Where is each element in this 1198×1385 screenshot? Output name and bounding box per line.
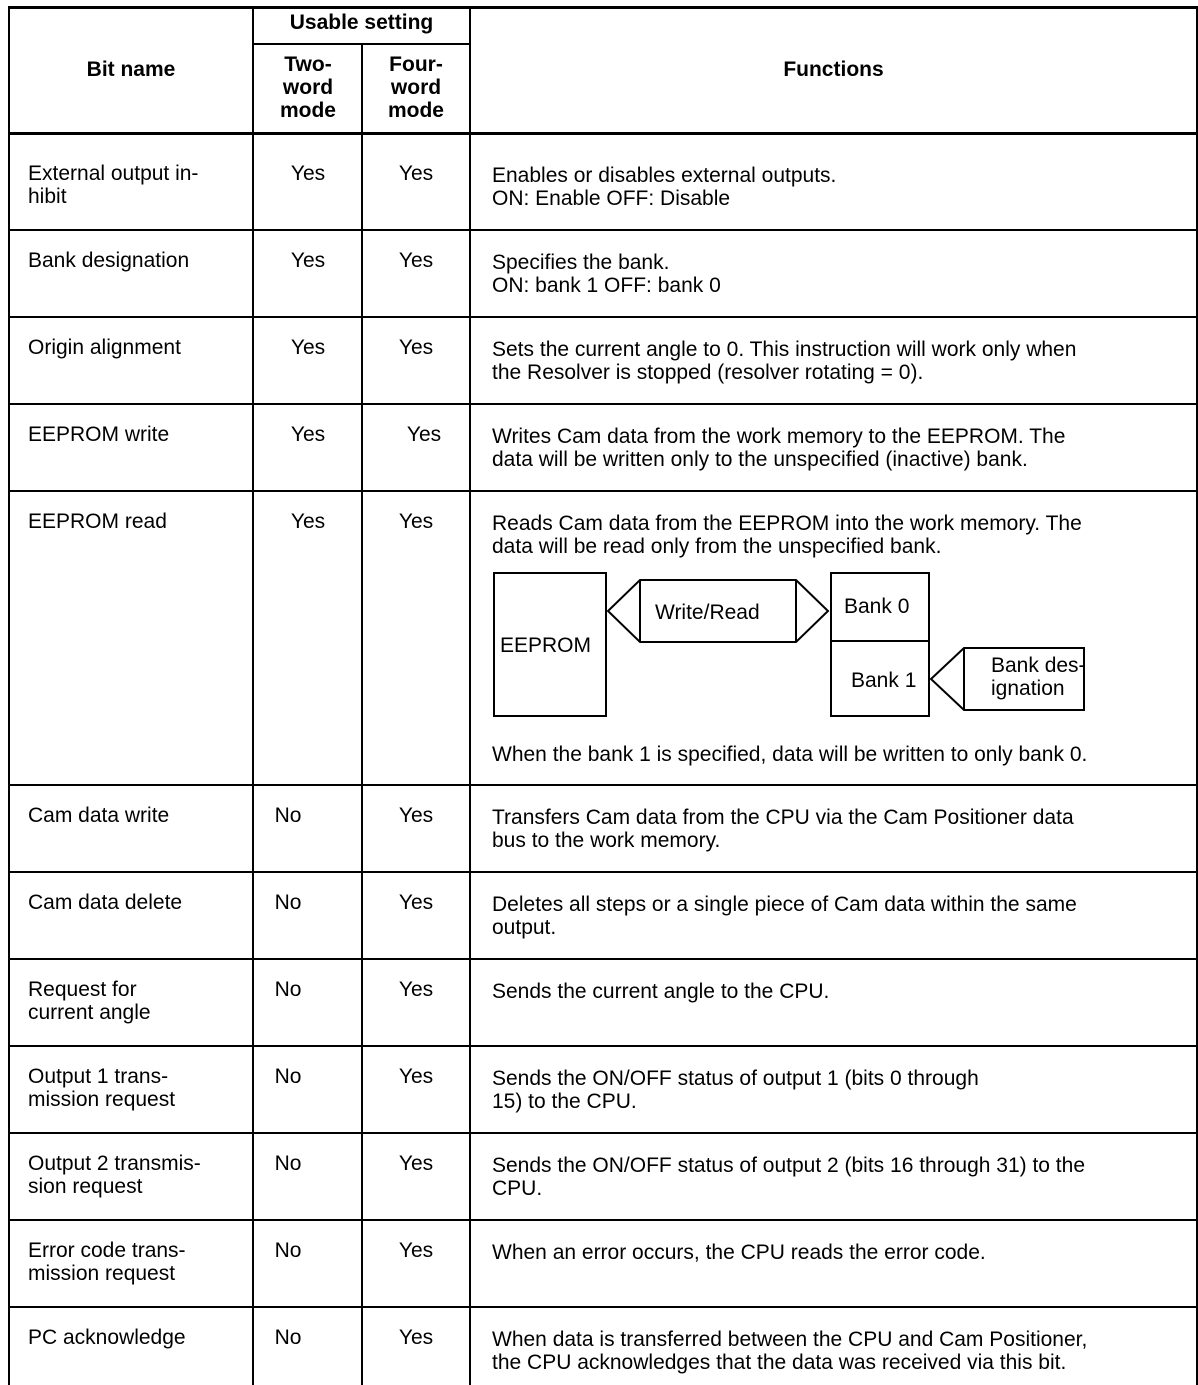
four-word-value: Yes: [398, 978, 434, 1001]
function-note: When the bank 1 is specified, data will be written to only bank 0.: [492, 743, 1088, 766]
header-two-word-mode: Two- word mode: [279, 53, 336, 122]
four-word-value: Yes: [398, 336, 434, 359]
function-text: Sends the ON/OFF status of output 2 (bits 16 through 31) to the CPU.: [492, 1154, 1085, 1200]
bit-name: Output 2 transmis- sion request: [28, 1152, 201, 1198]
bit-name: EEPROM write: [28, 423, 170, 446]
bank0-label: Bank 0: [844, 595, 910, 618]
function-text: Sends the ON/OFF status of output 1 (bits 0 through 15) to the CPU.: [492, 1067, 979, 1113]
two-word-value: No: [274, 804, 302, 827]
two-word-value: No: [274, 1239, 302, 1262]
four-word-value: Yes: [406, 423, 442, 446]
bit-name: Error code trans- mission request: [28, 1239, 186, 1285]
two-word-value: Yes: [290, 510, 326, 533]
two-word-value: Yes: [290, 336, 326, 359]
bit-name: Bank designation: [28, 249, 190, 272]
bit-name: Cam data delete: [28, 891, 183, 914]
two-word-value: Yes: [290, 249, 326, 272]
function-text: Sends the current angle to the CPU.: [492, 980, 830, 1003]
function-text: Sets the current angle to 0. This instruction will work only when the Resolver is stopped (resolver rotating = 0).: [492, 338, 1077, 384]
header-four-word-mode: Four- word mode: [387, 53, 444, 122]
two-word-value: No: [274, 1152, 302, 1175]
four-word-value: Yes: [398, 1326, 434, 1349]
function-text: Enables or disables external outputs. ON: Enable OFF: Disable: [492, 164, 837, 210]
bit-name: Output 1 trans- mission request: [28, 1065, 176, 1111]
bit-name: Origin alignment: [28, 336, 181, 359]
bit-name: PC acknowledge: [28, 1326, 186, 1349]
bank-designation-label-2: ignation: [991, 677, 1065, 700]
bit-name: EEPROM read: [28, 510, 167, 533]
four-word-value: Yes: [398, 510, 434, 533]
function-text: Deletes all steps or a single piece of Cam data within the same output.: [492, 893, 1077, 939]
two-word-value: No: [274, 891, 302, 914]
four-word-value: Yes: [398, 1065, 434, 1088]
eeprom-label: EEPROM: [500, 634, 592, 657]
header-bit-name: Bit name: [86, 58, 176, 81]
four-word-value: Yes: [398, 249, 434, 272]
two-word-value: No: [274, 978, 302, 1001]
function-text: Transfers Cam data from the CPU via the Cam Positioner data bus to the work memory.: [492, 806, 1074, 852]
function-text: Reads Cam data from the EEPROM into the work memory. The data will be read only from the unspecified bank.: [492, 512, 1082, 558]
two-word-value: No: [274, 1065, 302, 1088]
four-word-value: Yes: [398, 804, 434, 827]
four-word-value: Yes: [398, 1239, 434, 1262]
function-text: Specifies the bank. ON: bank 1 OFF: bank 0: [492, 251, 721, 297]
header-usable-setting: Usable setting: [289, 11, 434, 34]
four-word-value: Yes: [398, 1152, 434, 1175]
function-text: When an error occurs, the CPU reads the error code.: [492, 1241, 986, 1264]
function-text: When data is transferred between the CPU and Cam Positioner, the CPU acknowledges that the data was received via this bit.: [492, 1328, 1088, 1374]
two-word-value: Yes: [290, 423, 326, 446]
function-text: Writes Cam data from the work memory to the EEPROM. The data will be written only to the unspecified (inactive) bank.: [492, 425, 1066, 471]
bit-name: External output in- hibit: [28, 162, 199, 208]
four-word-value: Yes: [398, 891, 434, 914]
bank-designation-label-1: Bank des-: [991, 654, 1086, 677]
bank1-label: Bank 1: [851, 669, 917, 692]
bit-name: Cam data write: [28, 804, 170, 827]
two-word-value: No: [274, 1326, 302, 1349]
four-word-value: Yes: [398, 162, 434, 185]
write-read-label: Write/Read: [655, 601, 760, 624]
bit-name: Request for current angle: [28, 978, 151, 1024]
header-functions: Functions: [783, 58, 884, 81]
two-word-value: Yes: [290, 162, 326, 185]
